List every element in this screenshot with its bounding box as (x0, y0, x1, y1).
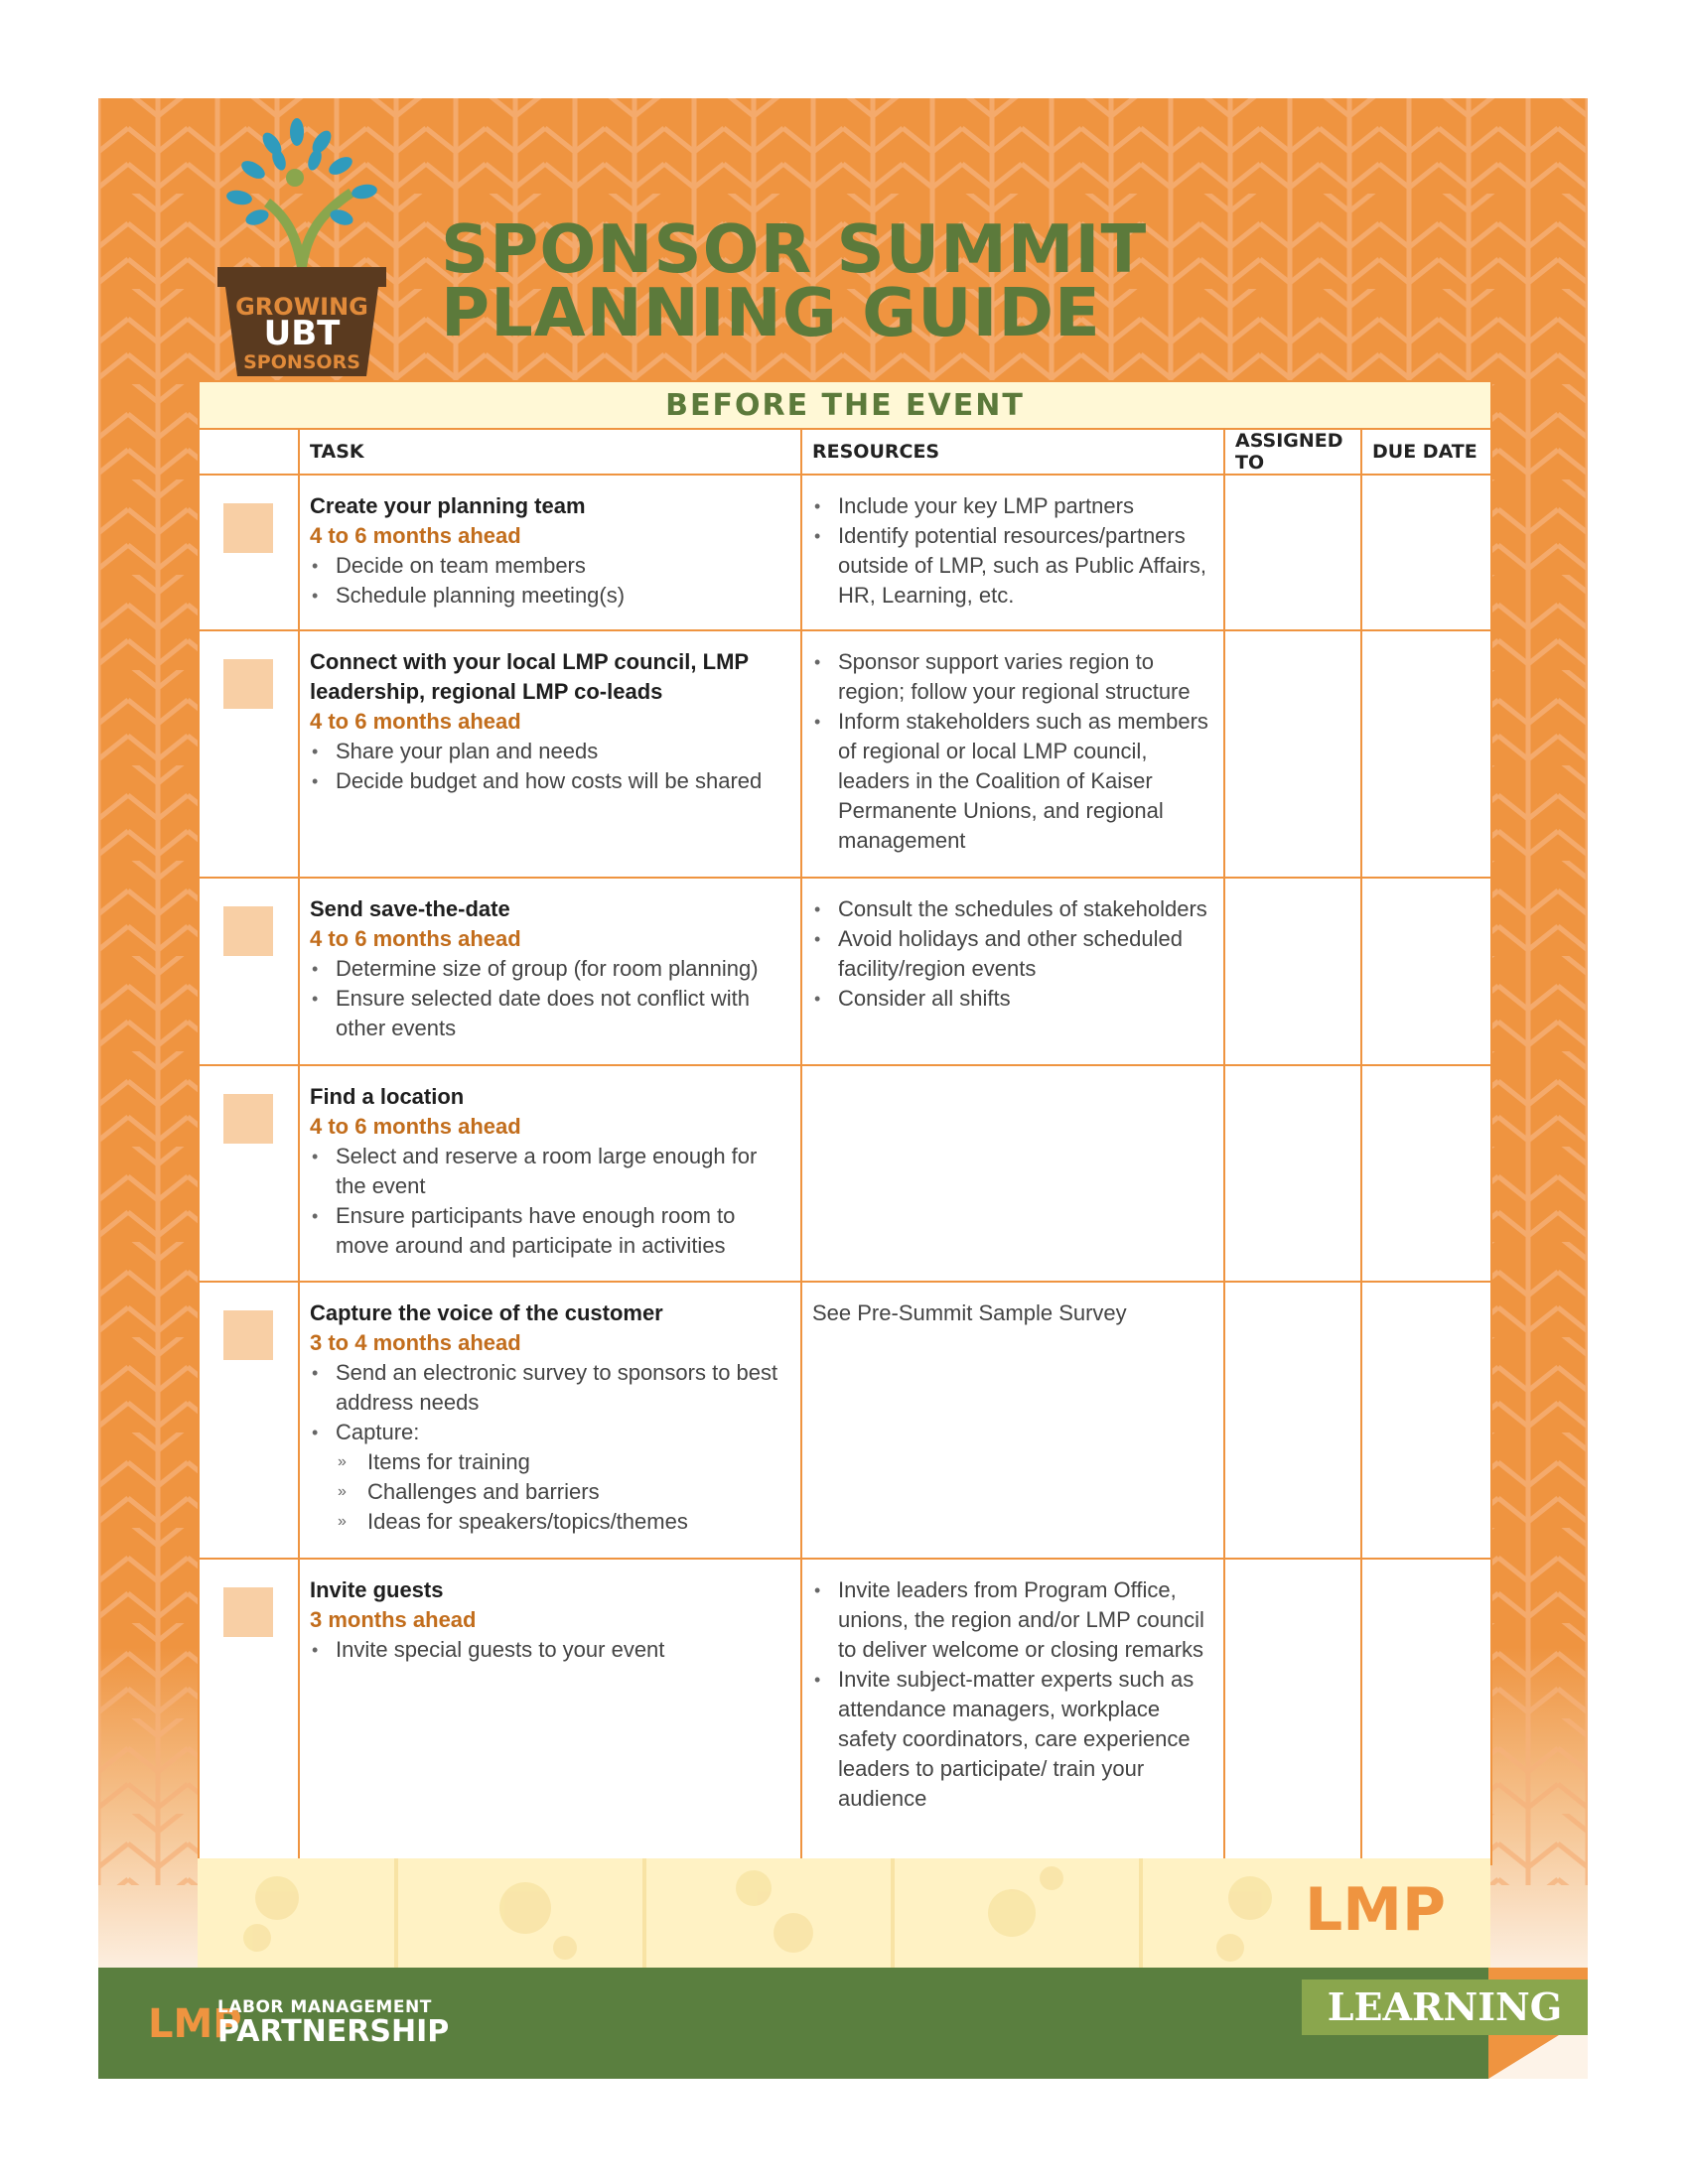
col-assigned-to: ASSIGNED TO (1224, 429, 1361, 475)
svg-text:SPONSORS: SPONSORS (243, 351, 360, 373)
task-timing: 3 to 4 months ahead (310, 1330, 521, 1355)
resources-cell (801, 630, 1224, 878)
plant-icon (225, 118, 378, 267)
decorative-floral-panel (198, 1858, 1490, 1968)
due-date-cell[interactable] (1361, 630, 1491, 878)
list-item: • Consider all shifts (812, 984, 1211, 1014)
header (98, 98, 1588, 381)
due-date-cell[interactable] (1361, 1282, 1491, 1559)
org-name-line-2: PARTNERSHIP (217, 2014, 450, 2049)
title-line-1: SPONSOR SUMMIT (441, 210, 1148, 288)
task-title: Invite guests (310, 1577, 444, 1602)
task-title: Find a location (310, 1084, 465, 1109)
task-cell (299, 1559, 801, 1864)
task-title: Capture the voice of the customer (310, 1300, 663, 1325)
title-line-2: PLANNING GUIDE (441, 274, 1101, 351)
list-item: • Include your key LMP partners (812, 491, 1211, 521)
list-item: • Inform stakeholders such as members of regional or local LMP council, leaders in the Coalition of Kaiser Permanente Unions, and regional management (812, 707, 1211, 856)
resource-bullets (812, 491, 1211, 611)
resources-cell (801, 1065, 1224, 1282)
assigned-to-cell[interactable] (1224, 1559, 1361, 1864)
task-bullets (310, 1142, 788, 1261)
assigned-to-cell[interactable] (1224, 1065, 1361, 1282)
task-bullets (310, 954, 788, 1043)
task-checkbox[interactable] (223, 906, 273, 956)
list-item (310, 1418, 788, 1537)
checkbox-cell (199, 1282, 299, 1559)
task-bullets (310, 1358, 788, 1537)
list-item: • Invite special guests to your event (310, 1635, 788, 1665)
organization-name (217, 1997, 449, 2047)
task-bullets (310, 551, 788, 611)
checkbox-cell (199, 1559, 299, 1864)
assigned-to-cell[interactable] (1224, 1282, 1361, 1559)
list-item: • Identify potential resources/partners outside of LMP, such as Public Affairs, HR, Learning, etc. (812, 521, 1211, 611)
svg-text:GROWING: GROWING (235, 293, 368, 321)
resources-cell (801, 475, 1224, 630)
list-item: • Ensure participants have enough room to move around and participate in activities (310, 1201, 788, 1261)
lmp-mark-icon (148, 1997, 242, 2047)
table-row (199, 1559, 1491, 1864)
svg-text:LMP: LMP (148, 2001, 242, 2047)
task-timing: 4 to 6 months ahead (310, 523, 521, 548)
assigned-to-cell[interactable] (1224, 630, 1361, 878)
list-item: • Determine size of group (for room planning) (310, 954, 788, 984)
task-bullets (310, 1635, 788, 1665)
task-checkbox[interactable] (223, 659, 273, 709)
sub-list-item: » Items for training (336, 1447, 788, 1477)
section-title: BEFORE THE EVENT (199, 381, 1491, 429)
task-checkbox[interactable] (223, 1587, 273, 1637)
task-checkbox[interactable] (223, 1094, 273, 1144)
lmp-logo (1305, 1872, 1446, 1945)
table-row (199, 475, 1491, 630)
resource-bullets (812, 1575, 1211, 1814)
sub-list-item: » Challenges and barriers (336, 1477, 788, 1507)
list-item: • Sponsor support varies region to region; follow your regional structure (812, 647, 1211, 707)
list-item: • Avoid holidays and other scheduled facility/region events (812, 924, 1211, 984)
growing-ubt-sponsors-logo (217, 118, 386, 376)
list-item: • Consult the schedules of stakeholders (812, 894, 1211, 924)
list-item: • Invite leaders from Program Office, unions, the region and/or LMP council to deliver welcome or closing remarks (812, 1575, 1211, 1665)
list-item: • Decide on team members (310, 551, 788, 581)
checkbox-cell (199, 878, 299, 1065)
checkbox-cell (199, 1065, 299, 1282)
table-row (199, 1065, 1491, 1282)
list-item-label: Capture: (336, 1420, 420, 1444)
sub-list-item: » Ideas for speakers/topics/themes (336, 1507, 788, 1537)
sub-bullets (336, 1447, 788, 1537)
list-item: • Schedule planning meeting(s) (310, 581, 788, 611)
resource-bullets (812, 894, 1211, 1014)
due-date-cell[interactable] (1361, 1065, 1491, 1282)
assigned-to-cell[interactable] (1224, 878, 1361, 1065)
col-resources: RESOURCES (801, 429, 1224, 475)
task-cell (299, 878, 801, 1065)
list-item: • Ensure selected date does not conflict with other events (310, 984, 788, 1043)
page-background (98, 98, 1588, 2079)
list-item: • Select and reserve a room large enough for the event (310, 1142, 788, 1201)
org-name-line-1: LABOR MANAGEMENT (217, 1997, 432, 2017)
list-item: • Send an electronic survey to sponsors to best address needs (310, 1358, 788, 1418)
due-date-cell[interactable] (1361, 878, 1491, 1065)
page-title (441, 210, 1148, 351)
task-title: Connect with your local LMP council, LMP leadership, regional LMP co-leads (310, 649, 749, 704)
task-bullets (310, 737, 788, 796)
list-item: • Invite subject-matter experts such as attendance managers, workplace safety coordinators, care experience leaders to participate/ train your audience (812, 1665, 1211, 1814)
col-task: TASK (299, 429, 801, 475)
task-cell (299, 630, 801, 878)
checkbox-cell (199, 630, 299, 878)
task-timing: 3 months ahead (310, 1607, 477, 1632)
assigned-to-cell[interactable] (1224, 475, 1361, 630)
task-title: Create your planning team (310, 493, 586, 518)
task-title: Send save-the-date (310, 896, 510, 921)
planning-table (198, 380, 1492, 1865)
due-date-cell[interactable] (1361, 1559, 1491, 1864)
floral-pattern (198, 1858, 1490, 1968)
table-row (199, 878, 1491, 1065)
col-due-date: DUE DATE (1361, 429, 1491, 475)
learning-badge: LEARNING (1302, 1979, 1588, 2035)
task-timing: 4 to 6 months ahead (310, 1114, 521, 1139)
task-cell (299, 1282, 801, 1559)
task-cell (299, 475, 801, 630)
table-row (199, 1282, 1491, 1559)
footer (98, 1968, 1488, 2079)
svg-text:LMP: LMP (1305, 1875, 1446, 1945)
task-timing: 4 to 6 months ahead (310, 709, 521, 734)
list-item: • Share your plan and needs (310, 737, 788, 766)
due-date-cell[interactable] (1361, 475, 1491, 630)
table-row (199, 630, 1491, 878)
task-checkbox[interactable] (223, 1310, 273, 1360)
list-item: • Decide budget and how costs will be shared (310, 766, 788, 796)
resources-cell (801, 878, 1224, 1065)
svg-text:UBT: UBT (263, 314, 341, 353)
checkbox-cell (199, 475, 299, 630)
resources-cell (801, 1282, 1224, 1559)
resource-bullets (812, 647, 1211, 856)
col-check (199, 429, 299, 475)
task-cell (299, 1065, 801, 1282)
resource-text: See Pre-Summit Sample Survey (812, 1300, 1127, 1325)
task-checkbox[interactable] (223, 503, 273, 553)
resources-cell (801, 1559, 1224, 1864)
task-timing: 4 to 6 months ahead (310, 926, 521, 951)
